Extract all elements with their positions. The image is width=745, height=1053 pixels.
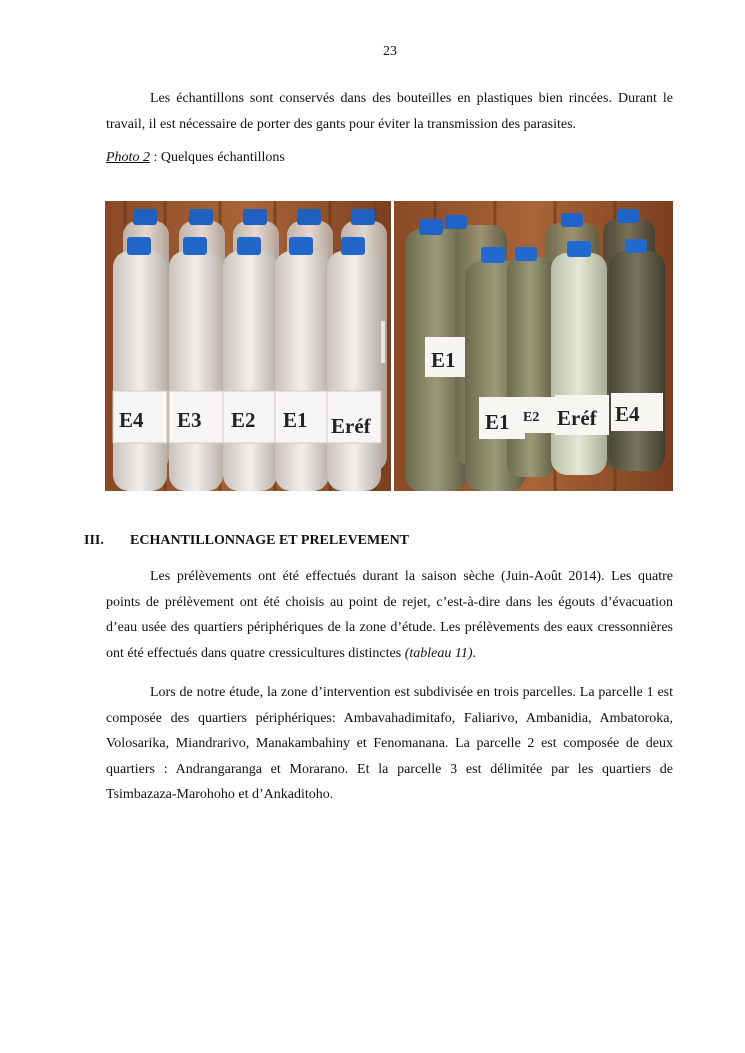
page-number: 23 bbox=[383, 44, 397, 59]
section-heading bbox=[84, 533, 409, 549]
paragraph-sampling bbox=[106, 564, 673, 666]
bottle-label: E4 bbox=[615, 402, 640, 426]
bottle-label: Eréf bbox=[331, 414, 371, 438]
bottle-label: E3 bbox=[177, 408, 202, 432]
table-reference: (tableau 11) bbox=[404, 645, 473, 661]
para1-end: . bbox=[472, 645, 476, 661]
paragraph-zones bbox=[106, 680, 673, 808]
photo-caption bbox=[106, 150, 285, 166]
intro-paragraph bbox=[106, 86, 673, 137]
bottle-label: E1 bbox=[485, 410, 510, 434]
intro-text: Les échantillons sont conservés dans des bouteilles en plastiques bien rincées. Durant le travail, il est nécessaire de porter des gants pour éviter la transmission des parasites. bbox=[106, 91, 673, 132]
samples-photo bbox=[105, 201, 673, 491]
section-title: ECHANTILLONNAGE ET PRELEVEMENT bbox=[130, 533, 410, 548]
para1-text: Les prélèvements ont été effectués durant la saison sèche (Juin-Août 2014). Les quatre points de prélèvement ont été choisis au point de rejet, c’est-à-dire dans les égouts d’évacuation d’eau usée des quartiers périphériques de la zone d’étude. Les prélèvements des eaux cressonnières ont été effectués dans quatre cressicultures distinctes bbox=[106, 569, 673, 661]
bottle-label: Eréf bbox=[557, 406, 597, 430]
bottle-label: E1 bbox=[283, 408, 308, 432]
para2-text: Lors de notre étude, la zone d’intervention est subdivisée en trois parcelles. La parcelle 1 est composée des quartiers périphériques: Ambavahadimitafo, Faliarivo, Ambanidia, Ambatoroka, Volosarika, Miandrarivo, Manakambahiny et Fenomanana. La parcelle 2 est composée de deux quartiers : Andrangaranga et Morarano. Et la parcelle 3 est délimitée par les quartiers de Tsimbazaza-Marohoho et d’Ankaditoho. bbox=[106, 685, 673, 802]
bottle-label: E4 bbox=[119, 408, 144, 432]
section-number: III. bbox=[84, 533, 104, 548]
bottle-label: E2 bbox=[523, 410, 540, 425]
caption-text: : Quelques échantillons bbox=[149, 150, 285, 165]
caption-label: Photo 2 bbox=[106, 150, 150, 165]
bottle-label: E2 bbox=[231, 408, 256, 432]
bottle-label: E1 bbox=[431, 348, 456, 372]
